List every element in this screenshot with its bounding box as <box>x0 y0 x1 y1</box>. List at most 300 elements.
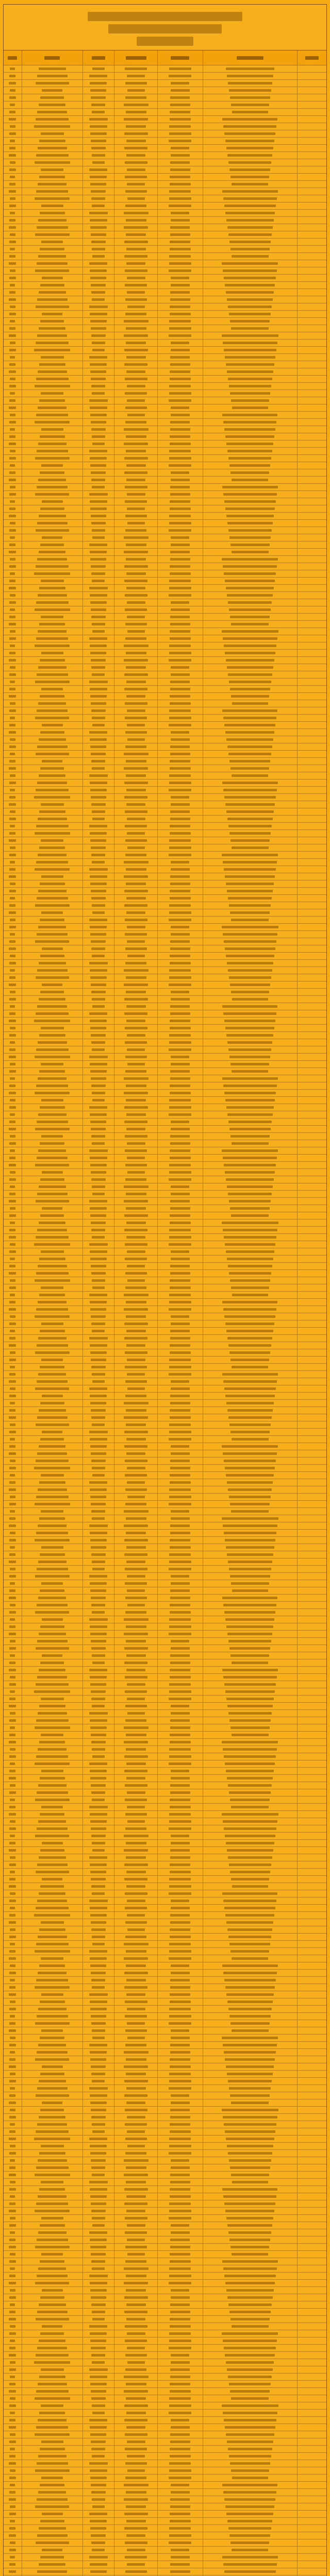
placeholder-text <box>91 2159 106 2162</box>
placeholder-text <box>42 1431 62 1433</box>
placeholder-text <box>169 904 191 907</box>
table-cell <box>298 1118 326 1125</box>
table-cell <box>203 462 298 469</box>
placeholder-text <box>40 2001 65 2003</box>
table-cell <box>158 2251 203 2258</box>
placeholder-text <box>124 1633 148 1635</box>
placeholder-text <box>226 147 273 149</box>
table-cell <box>22 1140 83 1147</box>
table-row <box>4 1688 326 1696</box>
table-cell <box>158 1118 203 1125</box>
table-cell <box>4 1934 22 1940</box>
table-cell <box>4 1948 22 1955</box>
placeholder-text <box>9 370 16 373</box>
placeholder-text <box>170 1914 190 1917</box>
table-cell <box>158 664 203 671</box>
placeholder-text <box>91 1698 105 1700</box>
table-row <box>4 1118 326 1126</box>
table-cell <box>22 65 83 72</box>
table-cell <box>22 1256 83 1262</box>
placeholder-text <box>126 479 145 481</box>
table-cell <box>203 469 298 476</box>
placeholder-text <box>9 1806 15 1808</box>
placeholder-text <box>92 2130 105 2133</box>
table-cell <box>114 1169 158 1176</box>
table-cell <box>22 974 83 981</box>
placeholder-text <box>124 2527 147 2530</box>
placeholder-text <box>10 2195 15 2198</box>
table-cell <box>114 1104 158 1111</box>
table-row <box>4 1263 326 1270</box>
placeholder-text <box>89 1012 107 1015</box>
placeholder-text <box>37 2462 68 2465</box>
table-cell <box>298 671 326 678</box>
placeholder-text <box>170 883 190 885</box>
placeholder-text <box>225 507 275 510</box>
table-row <box>4 736 326 743</box>
table-cell <box>22 419 83 426</box>
table-cell <box>114 1703 158 1709</box>
placeholder-text <box>9 1373 15 1376</box>
table-cell <box>83 1905 115 1911</box>
placeholder-text <box>126 2181 146 2183</box>
table-cell <box>114 1833 158 1839</box>
table-cell <box>4 1010 22 1017</box>
placeholder-text <box>223 2340 277 2342</box>
placeholder-text <box>231 1806 269 1808</box>
table-cell <box>22 866 83 873</box>
placeholder-text <box>90 226 107 229</box>
placeholder-text <box>126 125 146 128</box>
table-cell <box>203 693 298 700</box>
placeholder-text <box>126 883 146 885</box>
placeholder-text <box>230 392 270 395</box>
table-cell <box>114 491 158 498</box>
table-cell <box>158 275 203 281</box>
placeholder-text <box>89 212 108 214</box>
table-cell <box>4 1003 22 1010</box>
table-cell <box>4 109 22 115</box>
placeholder-text <box>9 2116 16 2119</box>
table-row <box>4 1638 326 1645</box>
placeholder-text <box>10 1258 15 1260</box>
table-cell <box>4 1508 22 1515</box>
table-cell <box>83 953 115 959</box>
placeholder-text <box>36 2541 69 2544</box>
table-row <box>4 2049 326 2056</box>
table-row <box>4 455 326 462</box>
table-cell <box>83 354 115 361</box>
table-cell <box>114 1789 158 1796</box>
table-row <box>4 2222 326 2229</box>
placeholder-text <box>10 1712 15 1715</box>
placeholder-text <box>10 2520 15 2522</box>
placeholder-text <box>10 269 15 272</box>
table-cell <box>114 578 158 584</box>
table-cell <box>158 1566 203 1572</box>
table-cell <box>22 195 83 202</box>
table-cell <box>22 2316 83 2323</box>
table-cell <box>83 1306 115 1313</box>
table-cell <box>158 527 203 534</box>
table-cell <box>83 679 115 685</box>
table-cell <box>83 1890 115 1897</box>
table-cell <box>298 340 326 346</box>
table-row <box>4 1681 326 1688</box>
table-row <box>4 2128 326 2136</box>
placeholder-text <box>125 1070 146 1073</box>
placeholder-text <box>9 1272 16 1275</box>
table-cell <box>4 1277 22 1284</box>
table-cell <box>22 2179 83 2185</box>
table-row <box>4 1833 326 1840</box>
placeholder-text <box>37 2015 68 2018</box>
placeholder-text <box>171 1380 189 1383</box>
placeholder-text <box>125 1690 147 1693</box>
placeholder-text <box>170 1871 191 1873</box>
table-cell <box>22 1494 83 1500</box>
table-row <box>4 2431 326 2438</box>
placeholder-text <box>222 782 278 784</box>
placeholder-text <box>170 1799 190 1801</box>
placeholder-text <box>92 2123 105 2126</box>
placeholder-text <box>127 724 145 726</box>
placeholder-text <box>9 1409 15 1412</box>
placeholder-text <box>232 406 268 409</box>
table-cell <box>158 1436 203 1443</box>
placeholder-text <box>9 2491 15 2494</box>
placeholder-text <box>124 132 148 135</box>
placeholder-text <box>125 2138 147 2140</box>
placeholder-text <box>125 2109 147 2111</box>
table-cell <box>83 599 115 606</box>
placeholder-text <box>91 233 106 236</box>
placeholder-text <box>89 1200 107 1202</box>
placeholder-text <box>170 111 190 113</box>
table-cell <box>4 1522 22 1529</box>
placeholder-text <box>169 457 191 460</box>
table-cell <box>114 2042 158 2048</box>
placeholder-text <box>170 1936 191 1938</box>
placeholder-text <box>125 1568 147 1570</box>
table-cell <box>203 73 298 79</box>
table-cell <box>203 2417 298 2424</box>
table-cell <box>22 2229 83 2236</box>
table-cell <box>203 2258 298 2265</box>
table-cell <box>4 260 22 267</box>
table-cell <box>114 909 158 916</box>
table-cell <box>22 1025 83 1031</box>
table-cell <box>203 808 298 815</box>
placeholder-text <box>90 125 107 128</box>
table-row <box>4 2294 326 2301</box>
placeholder-text <box>223 1748 277 1751</box>
placeholder-text <box>89 919 107 921</box>
table-cell <box>4 2547 22 2553</box>
table-cell <box>83 628 115 635</box>
table-cell <box>298 1472 326 1479</box>
placeholder-text <box>171 89 190 92</box>
placeholder-text <box>92 1662 105 1664</box>
placeholder-text <box>9 1070 16 1073</box>
placeholder-text <box>227 2001 273 2003</box>
table-cell <box>114 1847 158 1854</box>
table-cell <box>114 354 158 361</box>
table-row <box>4 808 326 816</box>
placeholder-text <box>90 2469 107 2472</box>
table-cell <box>22 2301 83 2308</box>
placeholder-text <box>126 450 146 452</box>
placeholder-text <box>89 356 107 359</box>
table-cell <box>158 2200 203 2207</box>
table-cell <box>83 166 115 173</box>
table-cell <box>114 2107 158 2113</box>
table-cell <box>83 2215 115 2222</box>
table-cell <box>114 1191 158 1197</box>
table-cell <box>298 2525 326 2532</box>
placeholder-text <box>170 890 190 892</box>
table-cell <box>203 361 298 368</box>
table-cell <box>22 635 83 642</box>
table-row <box>4 1234 326 1241</box>
table-row <box>4 440 326 448</box>
placeholder-text <box>171 2491 190 2494</box>
table-row <box>4 80 326 87</box>
placeholder-text <box>38 702 66 705</box>
placeholder-text <box>169 522 191 524</box>
table-cell <box>4 477 22 483</box>
table-cell <box>114 2006 158 2012</box>
placeholder-text <box>91 2296 106 2299</box>
table-cell <box>203 1674 298 1681</box>
table-cell <box>83 801 115 808</box>
table-cell <box>114 599 158 606</box>
table-cell <box>298 1501 326 1507</box>
table-cell <box>83 1825 115 1832</box>
table-cell <box>298 1537 326 1544</box>
table-cell <box>4 2424 22 2431</box>
table-cell <box>114 2020 158 2027</box>
placeholder-text <box>90 1250 107 1253</box>
table-cell <box>203 1782 298 1789</box>
table-cell <box>4 1421 22 1428</box>
table-row <box>4 974 326 981</box>
placeholder-text <box>36 1236 69 1239</box>
placeholder-text <box>9 1380 16 1383</box>
table-cell <box>4 2229 22 2236</box>
table-row <box>4 101 326 109</box>
placeholder-text <box>169 2404 191 2407</box>
placeholder-text <box>170 2188 190 2191</box>
placeholder-text <box>9 2044 16 2046</box>
placeholder-text <box>124 334 148 337</box>
table-cell <box>4 1869 22 1875</box>
placeholder-text <box>126 1654 146 1657</box>
table-cell <box>158 498 203 505</box>
placeholder-text <box>170 1654 190 1657</box>
table-cell <box>4 1811 22 1818</box>
placeholder-text <box>90 219 107 222</box>
table-cell <box>203 1140 298 1147</box>
table-row <box>4 2013 326 2020</box>
table-cell <box>22 1075 83 1082</box>
placeholder-text <box>171 2361 190 2364</box>
table-cell <box>22 2056 83 2063</box>
placeholder-text <box>169 1690 191 1693</box>
table-cell <box>158 1306 203 1313</box>
placeholder-text <box>170 493 190 496</box>
placeholder-text <box>224 277 276 279</box>
table-cell <box>22 837 83 844</box>
placeholder-text <box>90 1676 107 1679</box>
placeholder-text <box>124 984 148 986</box>
placeholder-text <box>38 1041 67 1044</box>
placeholder-text <box>10 846 15 849</box>
table-row <box>4 1335 326 1342</box>
table-cell <box>83 2511 115 2517</box>
placeholder-text <box>124 1972 148 1974</box>
table-cell <box>114 1003 158 1010</box>
table-cell <box>83 2186 115 2193</box>
table-cell <box>83 1198 115 1205</box>
table-cell <box>158 1025 203 1031</box>
table-cell <box>203 1328 298 1334</box>
table-cell <box>4 1335 22 1342</box>
table-row <box>4 2078 326 2085</box>
placeholder-text <box>169 1568 191 1570</box>
placeholder-text <box>125 1149 147 1152</box>
placeholder-text <box>170 1142 190 1145</box>
table-cell <box>298 202 326 209</box>
placeholder-text <box>125 205 146 207</box>
placeholder-text <box>9 1770 15 1772</box>
table-cell <box>83 1782 115 1789</box>
table-cell <box>203 1631 298 1637</box>
table-cell <box>4 376 22 382</box>
table-cell <box>83 1104 115 1111</box>
table-cell <box>4 1833 22 1839</box>
placeholder-text <box>41 132 64 135</box>
placeholder-text <box>231 1286 269 1289</box>
placeholder-text <box>169 2462 191 2465</box>
placeholder-text <box>124 457 148 460</box>
table-row <box>4 354 326 361</box>
table-cell <box>114 1717 158 1724</box>
table-cell <box>114 1659 158 1666</box>
table-cell <box>114 440 158 447</box>
placeholder-text <box>91 2541 105 2544</box>
table-cell <box>298 267 326 274</box>
placeholder-text <box>91 2491 106 2494</box>
table-cell <box>114 808 158 815</box>
placeholder-text <box>171 1128 190 1130</box>
table-cell <box>158 2273 203 2279</box>
placeholder-text <box>231 327 269 330</box>
placeholder-text <box>225 2282 275 2284</box>
table-row <box>4 1393 326 1400</box>
table-cell <box>298 2114 326 2121</box>
placeholder-text <box>170 500 190 503</box>
table-cell <box>158 1667 203 1673</box>
placeholder-text <box>127 1589 145 1592</box>
table-cell <box>203 1407 298 1414</box>
table-cell <box>22 2164 83 2171</box>
placeholder-text <box>227 450 272 452</box>
placeholder-text <box>169 1113 191 1116</box>
table-cell <box>114 1378 158 1385</box>
table-cell <box>298 195 326 202</box>
table-cell <box>22 2143 83 2149</box>
table-cell <box>4 397 22 404</box>
placeholder-text <box>40 1214 64 1217</box>
table-cell <box>22 1407 83 1414</box>
table-cell <box>114 1465 158 1471</box>
table-row <box>4 2568 326 2575</box>
placeholder-text <box>35 832 70 835</box>
table-cell <box>158 1393 203 1399</box>
table-cell <box>4 1328 22 1334</box>
table-row <box>4 902 326 909</box>
placeholder-text <box>89 2325 107 2328</box>
placeholder-text <box>228 378 272 380</box>
placeholder-text <box>226 659 274 662</box>
table-cell <box>22 123 83 130</box>
table-row <box>4 2287 326 2294</box>
placeholder-text <box>35 161 70 164</box>
placeholder-text <box>222 1301 277 1303</box>
placeholder-text <box>126 2087 146 2090</box>
table-cell <box>22 1818 83 1825</box>
table-cell <box>298 715 326 721</box>
table-cell <box>298 549 326 555</box>
table-cell <box>298 73 326 79</box>
placeholder-text <box>124 2202 147 2205</box>
placeholder-text <box>9 1445 15 1448</box>
table-cell <box>203 2006 298 2012</box>
placeholder-text <box>90 500 107 503</box>
table-cell <box>83 1703 115 1709</box>
table-cell <box>83 325 115 332</box>
table-cell <box>22 2193 83 2200</box>
table-cell <box>114 1934 158 1940</box>
table-cell <box>83 1378 115 1385</box>
table-cell <box>158 159 203 166</box>
table-cell <box>298 888 326 894</box>
placeholder-text <box>232 2549 268 2551</box>
placeholder-text <box>126 233 146 236</box>
table-cell <box>114 1797 158 1803</box>
table-cell <box>22 679 83 685</box>
placeholder-text <box>124 2188 148 2191</box>
table-cell <box>83 1010 115 1017</box>
placeholder-text <box>10 1979 15 1981</box>
placeholder-text <box>171 2354 189 2357</box>
table-cell <box>83 1789 115 1796</box>
table-cell <box>83 505 115 512</box>
placeholder-text <box>170 2253 190 2256</box>
table-row <box>4 606 326 614</box>
table-cell <box>158 1941 203 1947</box>
table-cell <box>114 2222 158 2229</box>
placeholder-text <box>9 2130 15 2133</box>
table-cell <box>114 1883 158 1890</box>
placeholder-text <box>91 984 106 986</box>
placeholder-text <box>124 2390 148 2393</box>
placeholder-text <box>39 2303 66 2306</box>
placeholder-text <box>169 2202 191 2205</box>
placeholder-text <box>169 839 191 842</box>
placeholder-text <box>171 2426 190 2429</box>
